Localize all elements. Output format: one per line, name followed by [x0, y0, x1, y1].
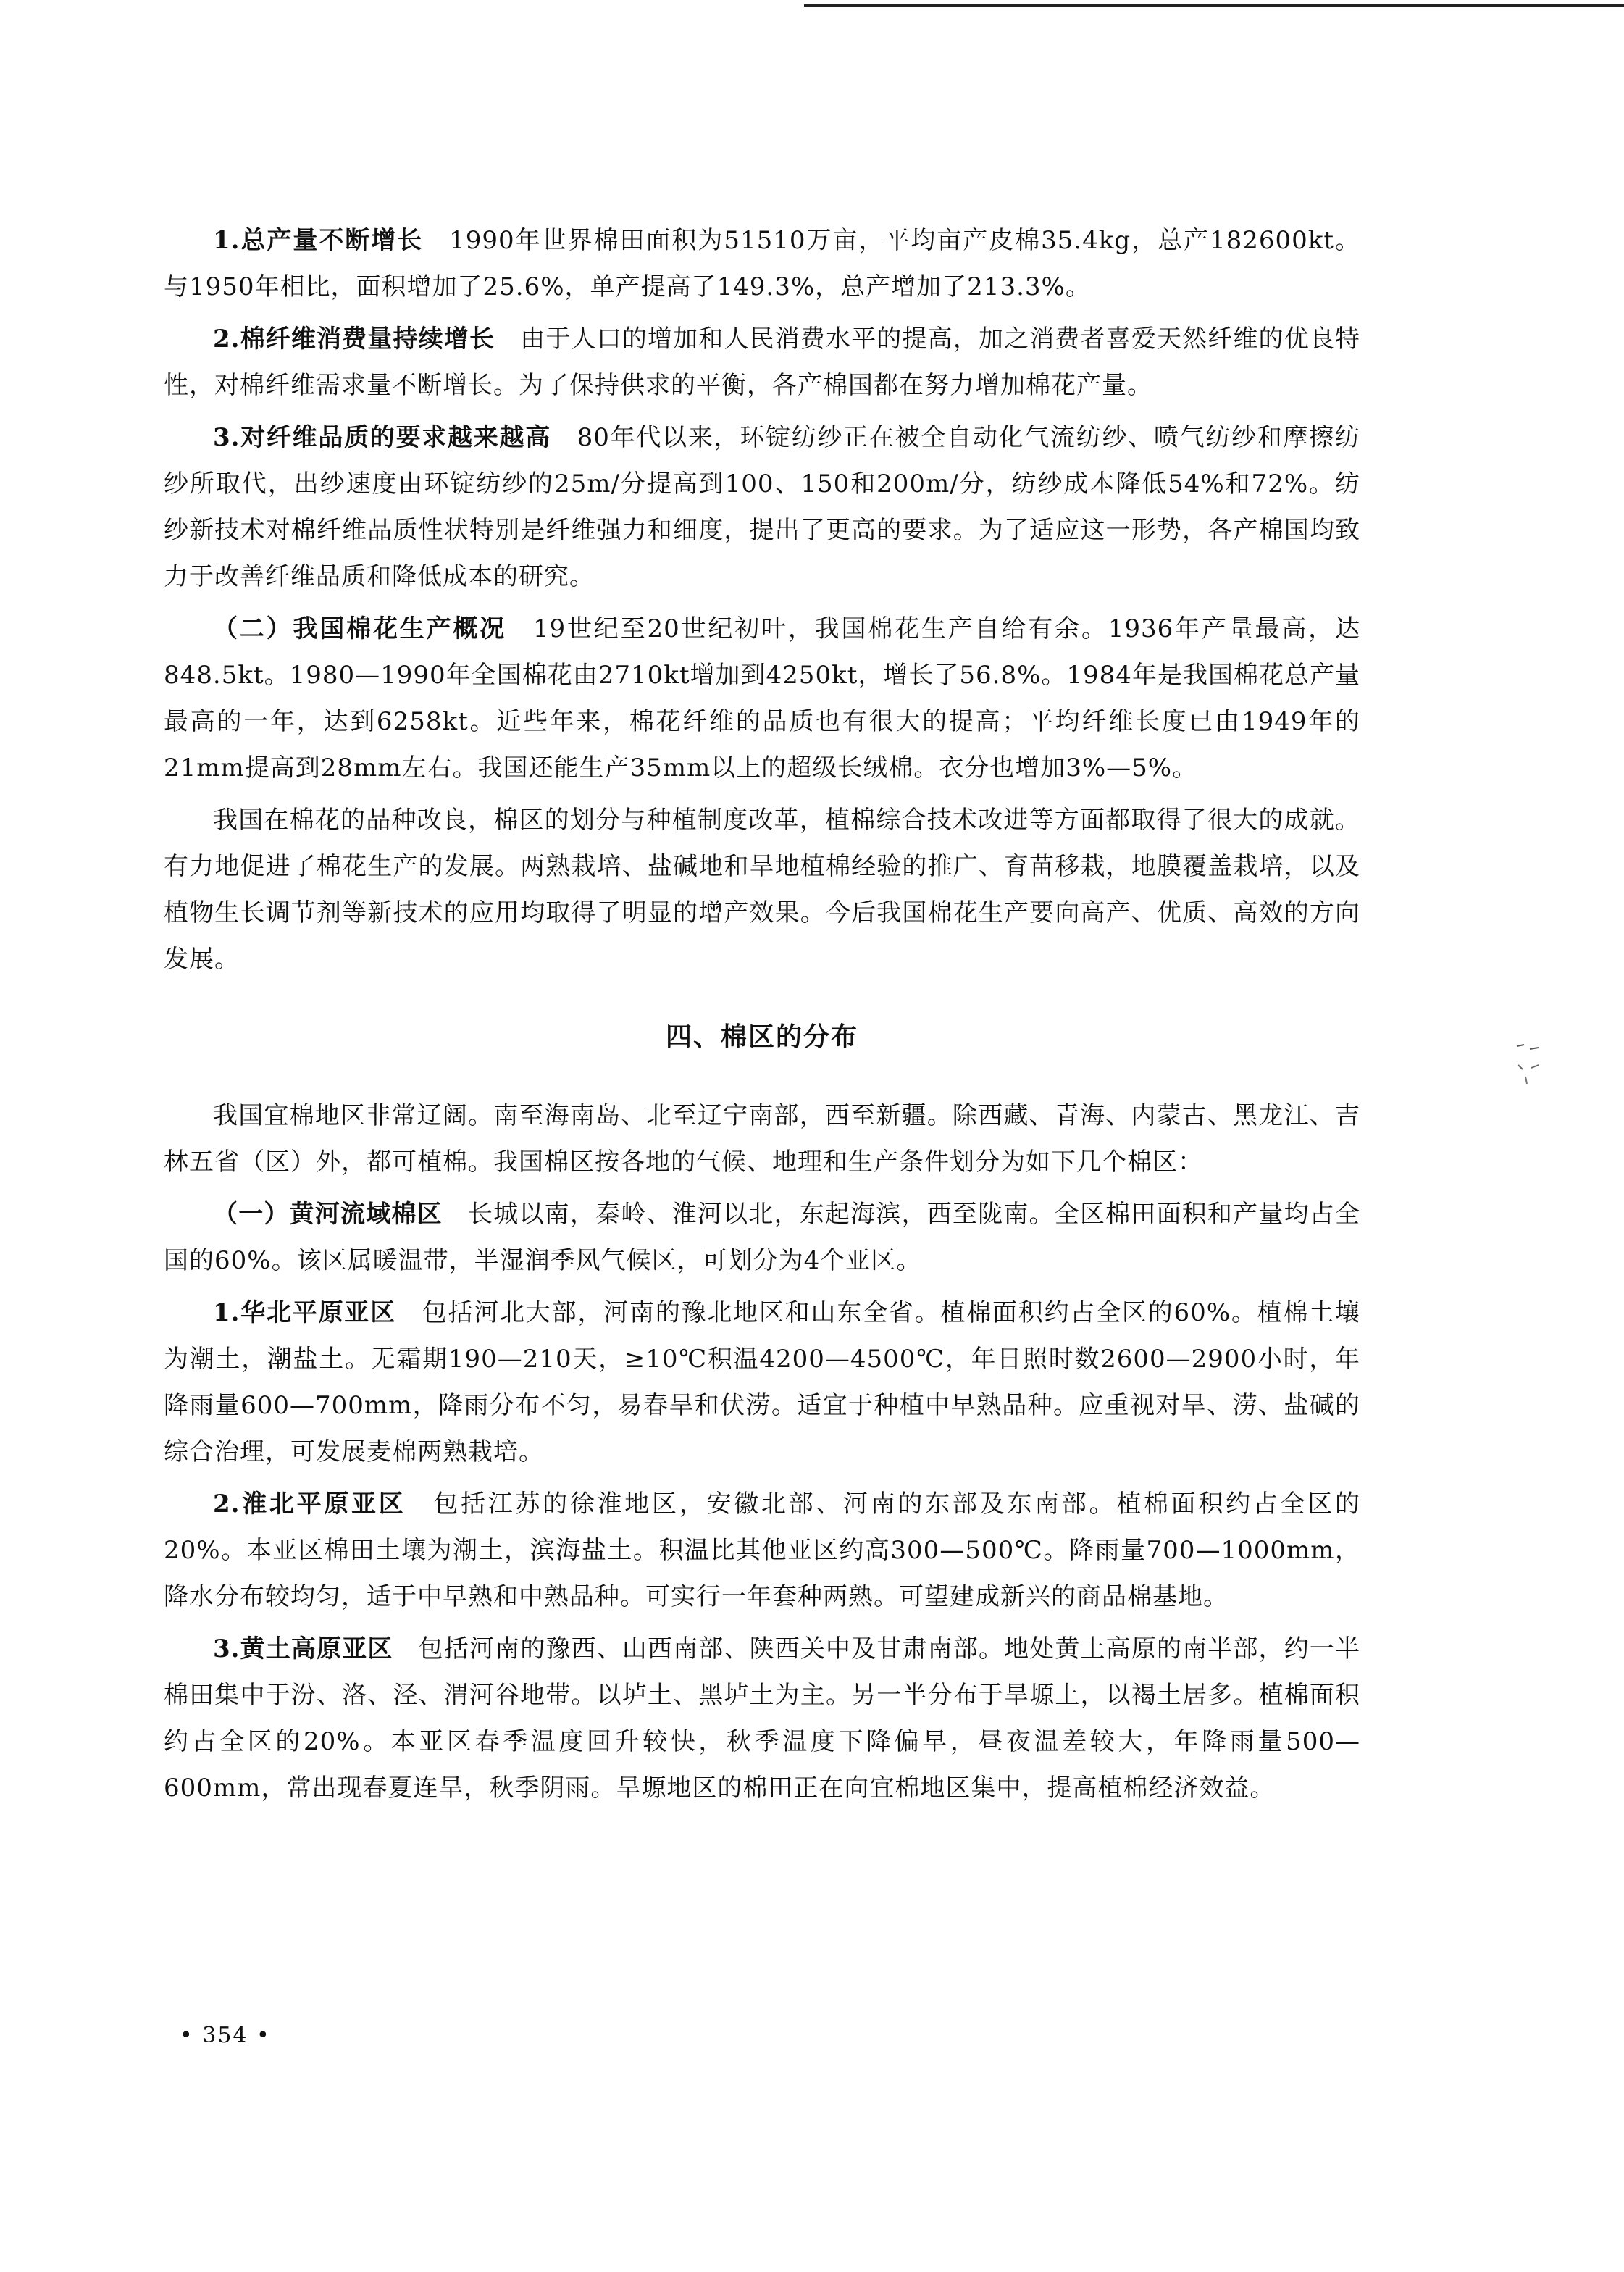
- paragraph-text: 包括河北大部，河南的豫北地区和山东全省。植棉面积约占全区的60%。植棉土壤为潮土，潮盐土。无霜期190—210天，≥10℃积温4200—4500℃，年日照时数2600—2900小时，年降雨量600—700mm，降雨分布不匀，易春旱和伏涝。适宜于种植中早熟品种。应重视对旱、涝、盐碱的综合治理，可发展麦棉两熟栽培。: [164, 1298, 1360, 1466]
- paragraph-text: 1990年世界棉田面积为51510万亩，平均亩产皮棉35.4kg，总产182600kt。与1950年相比，面积增加了25.6%，单产提高了149.3%，总产增加了213.3%。: [164, 226, 1361, 301]
- paragraph: [164, 797, 1360, 982]
- paragraph-lead: 3.对纤维品质的要求越来越高: [213, 423, 551, 452]
- paragraph-text: 由于人口的增加和人民消费水平的提高，加之消费者喜爱天然纤维的优良特性，对棉纤维需求量不断增长。为了保持供求的平衡，各产棉国都在努力增加棉花产量。: [164, 325, 1360, 400]
- paragraph: [164, 1290, 1360, 1475]
- paragraph-text: 我国宜棉地区非常辽阔。南至海南岛、北至辽宁南部，西至新疆。除西藏、青海、内蒙古、黑龙江、吉林五省（区）外，都可植棉。我国棉区按各地的气候、地理和生产条件划分为如下几个棉区：: [164, 1101, 1360, 1177]
- paragraph: [164, 1093, 1360, 1185]
- paragraph-lead: 1.总产量不断增长: [213, 226, 424, 255]
- paragraph: [164, 1481, 1360, 1620]
- paragraph-lead: 1.华北平原亚区: [213, 1298, 396, 1327]
- paragraph-lead: 3.黄土高原亚区: [213, 1634, 393, 1663]
- top-rule: [804, 4, 1624, 7]
- paragraph: [164, 414, 1360, 600]
- paragraph-text: 包括河南的豫西、山西南部、陕西关中及甘肃南部。地处黄土高原的南半部，约一半棉田集中于汾、洛、泾、渭河谷地带。以垆土、黑垆土为主。另一半分布于旱塬上，以褐土居多。植棉面积约占全区的20%。本亚区春季温度回升较快，秋季温度下降偏早，昼夜温差较大，年降雨量500—600mm，常出现春夏连旱，秋季阴雨。旱塬地区的棉田正在向宜棉地区集中，提高植棉经济效益。: [164, 1634, 1360, 1803]
- paragraph: [164, 217, 1360, 310]
- page-body: [164, 217, 1360, 1817]
- scan-speck: [1514, 1036, 1543, 1094]
- paragraph: [164, 316, 1360, 409]
- paragraph-lead: 2.淮北平原亚区: [213, 1490, 406, 1519]
- paragraph-text: 我国在棉花的品种改良，棉区的划分与种植制度改革，植棉综合技术改进等方面都取得了很大的成就。有力地促进了棉花生产的发展。两熟栽培、盐碱地和旱地植棉经验的推广、育苗移栽，地膜覆盖栽培，以及植物生长调节剂等新技术的应用均取得了明显的增产效果。今后我国棉花生产要向高产、优质、高效的方向发展。: [164, 806, 1360, 974]
- section-title: 四、棉区的分布: [665, 1022, 858, 1052]
- paragraph-text: 长城以南，秦岭、淮河以北，东起海滨，西至陇南。全区棉田面积和产量均占全国的60%。该区属暖温带，半湿润季风气候区，可划分为4个亚区。: [164, 1200, 1361, 1275]
- paragraph-lead: 2.棉纤维消费量持续增长: [213, 325, 495, 354]
- page-number: • 354 •: [180, 2023, 271, 2048]
- paragraph-lead: （二）我国棉花生产概况: [213, 614, 507, 643]
- paragraph-text: 19世纪至20世纪初叶，我国棉花生产自给有余。1936年产量最高，达848.5kt。1980—1990年全国棉花由2710kt增加到4250kt，增长了56.8%。1984年是我国棉花总产量最高的一年，达到6258kt。近些年来，棉花纤维的品质也有很大的提高；平均纤维长度已由1949年的21mm提高到28mm左右。我国还能生产35mm以上的超级长绒棉。衣分也增加3%—5%。: [164, 614, 1360, 782]
- paragraph-lead: （一）黄河流域棉区: [213, 1200, 443, 1229]
- paragraph: [164, 1191, 1360, 1284]
- paragraph: [164, 606, 1360, 791]
- paragraph-text: 80年代以来，环锭纺纱正在被全自动化气流纺纱、喷气纺纱和摩擦纺纱所取代，出纱速度由环锭纺纱的25m/分提高到100、150和200m/分，纺纱成本降低54%和72%。纺纱新技术对棉纤维品质性状特别是纤维强力和细度，提出了更高的要求。为了适应这一形势，各产棉国均致力于改善纤维品质和降低成本的研究。: [164, 423, 1360, 591]
- paragraph-text: 包括江苏的徐淮地区，安徽北部、河南的东部及东南部。植棉面积约占全区的20%。本亚区棉田土壤为潮土，滨海盐土。积温比其他亚区约高300—500℃。降雨量700—1000mm，降水分布较均匀，适于中早熟和中熟品种。可实行一年套种两熟。可望建成新兴的商品棉基地。: [164, 1490, 1360, 1611]
- paragraph: [164, 1626, 1360, 1811]
